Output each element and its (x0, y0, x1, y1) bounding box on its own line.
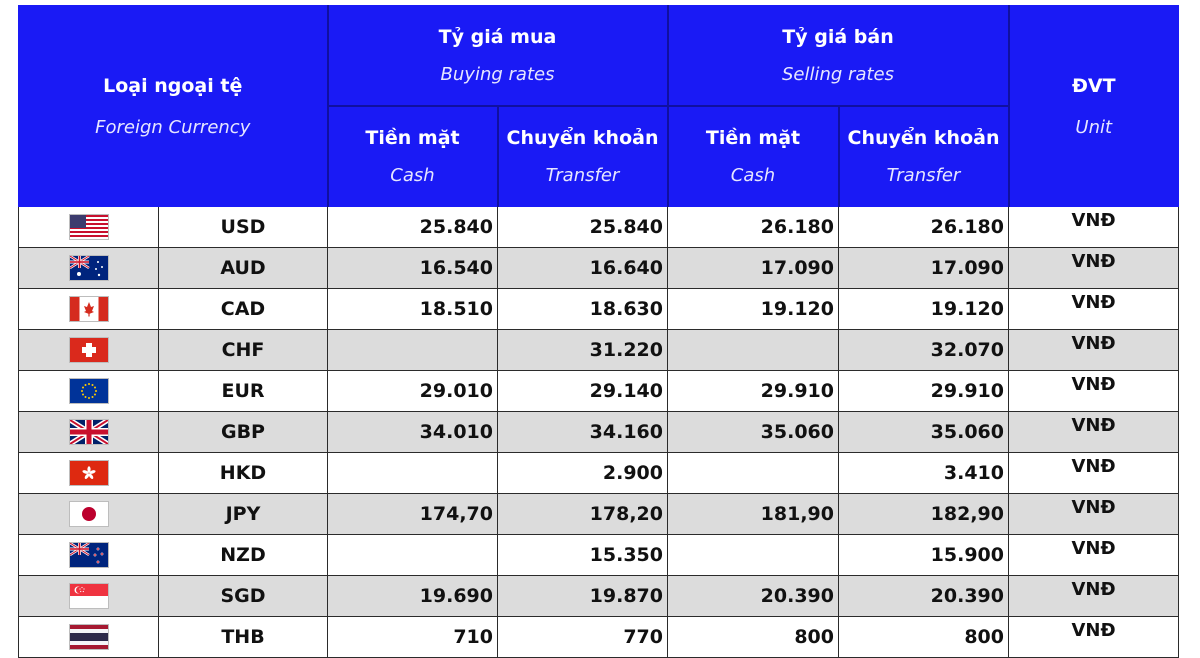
table-row-cad (19, 289, 1179, 330)
unit-value: VNĐ (1009, 289, 1179, 330)
currency-header-subtitle: Foreign Currency (95, 116, 251, 138)
sell-transfer-value: 800 (839, 617, 1009, 658)
buy-cash-value: 18.510 (328, 289, 498, 330)
selling-rates-header (668, 6, 1009, 106)
unit-value: VNĐ (1009, 576, 1179, 617)
buy-cash-value: 25.840 (328, 207, 498, 248)
buying-rates-header (328, 6, 668, 106)
buy-transfer-subtitle: Transfer (545, 164, 620, 186)
sell-cash-value: 19.120 (668, 289, 839, 330)
buy-transfer-value: 178,20 (498, 494, 668, 535)
flag-cell (19, 494, 159, 535)
currency-code: EUR (159, 371, 328, 412)
selling-rates-title: Tỷ giá bán (782, 25, 894, 48)
buy-transfer-value: 25.840 (498, 207, 668, 248)
currency-code: CAD (159, 289, 328, 330)
buy-transfer-value: 31.220 (498, 330, 668, 371)
sell-transfer-subtitle: Transfer (886, 164, 961, 186)
sell-cash-value: 26.180 (668, 207, 839, 248)
jp-flag-icon (69, 501, 109, 527)
flag-cell (19, 289, 159, 330)
buying-rates-subtitle: Buying rates (440, 63, 555, 85)
buy-transfer-value: 16.640 (498, 248, 668, 289)
sell-transfer-value: 182,90 (839, 494, 1009, 535)
unit-value: VNĐ (1009, 412, 1179, 453)
unit-value: VNĐ (1009, 494, 1179, 535)
nz-flag-icon (69, 542, 109, 568)
unit-value: VNĐ (1009, 207, 1179, 248)
sell-transfer-value: 26.180 (839, 207, 1009, 248)
buy-transfer-value: 15.350 (498, 535, 668, 576)
sell-transfer-value: 19.120 (839, 289, 1009, 330)
flag-cell (19, 617, 159, 658)
currency-code: HKD (159, 453, 328, 494)
table-row-hkd (19, 453, 1179, 494)
buy-transfer-value: 2.900 (498, 453, 668, 494)
au-flag-icon (69, 255, 109, 281)
ca-flag-icon (69, 296, 109, 322)
ch-flag-icon (69, 337, 109, 363)
table-row-aud (19, 248, 1179, 289)
us-flag-icon (69, 214, 109, 240)
unit-header-title: ĐVT (1071, 74, 1116, 97)
currency-code: AUD (159, 248, 328, 289)
buying-rates-title: Tỷ giá mua (438, 25, 557, 48)
buy-cash-value (328, 453, 498, 494)
sell-cash-value: 181,90 (668, 494, 839, 535)
buy-cash-value: 29.010 (328, 371, 498, 412)
exchange-rate-table (18, 5, 1179, 658)
sell-transfer-value: 20.390 (839, 576, 1009, 617)
sell-cash-subtitle: Cash (730, 164, 776, 186)
table-row-nzd (19, 535, 1179, 576)
buy-transfer-title: Chuyển khoản (506, 126, 659, 149)
table-row-gbp (19, 412, 1179, 453)
exchange-rate-table-container (18, 5, 1178, 658)
eu-flag-icon (69, 378, 109, 404)
sell-transfer-header (839, 106, 1009, 207)
flag-cell (19, 535, 159, 576)
buy-transfer-value: 18.630 (498, 289, 668, 330)
unit-header-subtitle: Unit (1075, 116, 1113, 138)
buy-cash-value: 174,70 (328, 494, 498, 535)
buy-transfer-value: 770 (498, 617, 668, 658)
table-row-sgd (19, 576, 1179, 617)
sell-transfer-value: 15.900 (839, 535, 1009, 576)
buy-cash-subtitle: Cash (390, 164, 435, 186)
table-row-thb (19, 617, 1179, 658)
sell-cash-value (668, 535, 839, 576)
sell-cash-value (668, 330, 839, 371)
currency-code: SGD (159, 576, 328, 617)
sell-cash-value: 29.910 (668, 371, 839, 412)
hk-flag-icon (69, 460, 109, 486)
buy-cash-value: 34.010 (328, 412, 498, 453)
sell-cash-value: 20.390 (668, 576, 839, 617)
sell-transfer-value: 17.090 (839, 248, 1009, 289)
currency-code: THB (159, 617, 328, 658)
currency-code: NZD (159, 535, 328, 576)
flag-cell (19, 453, 159, 494)
buy-cash-header (328, 106, 498, 207)
currency-code: CHF (159, 330, 328, 371)
sell-cash-value: 17.090 (668, 248, 839, 289)
buy-cash-value (328, 535, 498, 576)
table-body (19, 207, 1179, 658)
unit-value: VNĐ (1009, 617, 1179, 658)
unit-value: VNĐ (1009, 453, 1179, 494)
flag-cell (19, 576, 159, 617)
sell-transfer-title: Chuyển khoản (847, 126, 1000, 149)
currency-header-title: Loại ngoại tệ (103, 74, 243, 97)
buy-cash-title: Tiền mặt (365, 126, 460, 149)
currency-code: GBP (159, 412, 328, 453)
currency-code: JPY (159, 494, 328, 535)
sell-cash-value: 35.060 (668, 412, 839, 453)
buy-transfer-value: 29.140 (498, 371, 668, 412)
buy-cash-value: 19.690 (328, 576, 498, 617)
sell-transfer-value: 29.910 (839, 371, 1009, 412)
gb-flag-icon (69, 419, 109, 445)
sg-flag-icon (69, 583, 109, 609)
currency-code: USD (159, 207, 328, 248)
buy-cash-value: 710 (328, 617, 498, 658)
flag-cell (19, 412, 159, 453)
table-row-usd (19, 207, 1179, 248)
flag-cell (19, 371, 159, 412)
flag-cell (19, 248, 159, 289)
sell-cash-title: Tiền mặt (705, 126, 801, 149)
table-row-chf (19, 330, 1179, 371)
buy-transfer-value: 19.870 (498, 576, 668, 617)
unit-header (1009, 6, 1179, 207)
sell-transfer-value: 3.410 (839, 453, 1009, 494)
unit-value: VNĐ (1009, 371, 1179, 412)
selling-rates-subtitle: Selling rates (782, 63, 894, 85)
table-header (19, 6, 1179, 207)
table-row-jpy (19, 494, 1179, 535)
table-row-eur (19, 371, 1179, 412)
sell-cash-header (668, 106, 839, 207)
sell-transfer-value: 32.070 (839, 330, 1009, 371)
sell-cash-value: 800 (668, 617, 839, 658)
buy-cash-value (328, 330, 498, 371)
buy-cash-value: 16.540 (328, 248, 498, 289)
buy-transfer-value: 34.160 (498, 412, 668, 453)
sell-cash-value (668, 453, 839, 494)
sell-transfer-value: 35.060 (839, 412, 1009, 453)
unit-value: VNĐ (1009, 248, 1179, 289)
unit-value: VNĐ (1009, 535, 1179, 576)
flag-cell (19, 330, 159, 371)
unit-value: VNĐ (1009, 330, 1179, 371)
buy-transfer-header (498, 106, 668, 207)
currency-header (19, 6, 328, 207)
flag-cell (19, 207, 159, 248)
